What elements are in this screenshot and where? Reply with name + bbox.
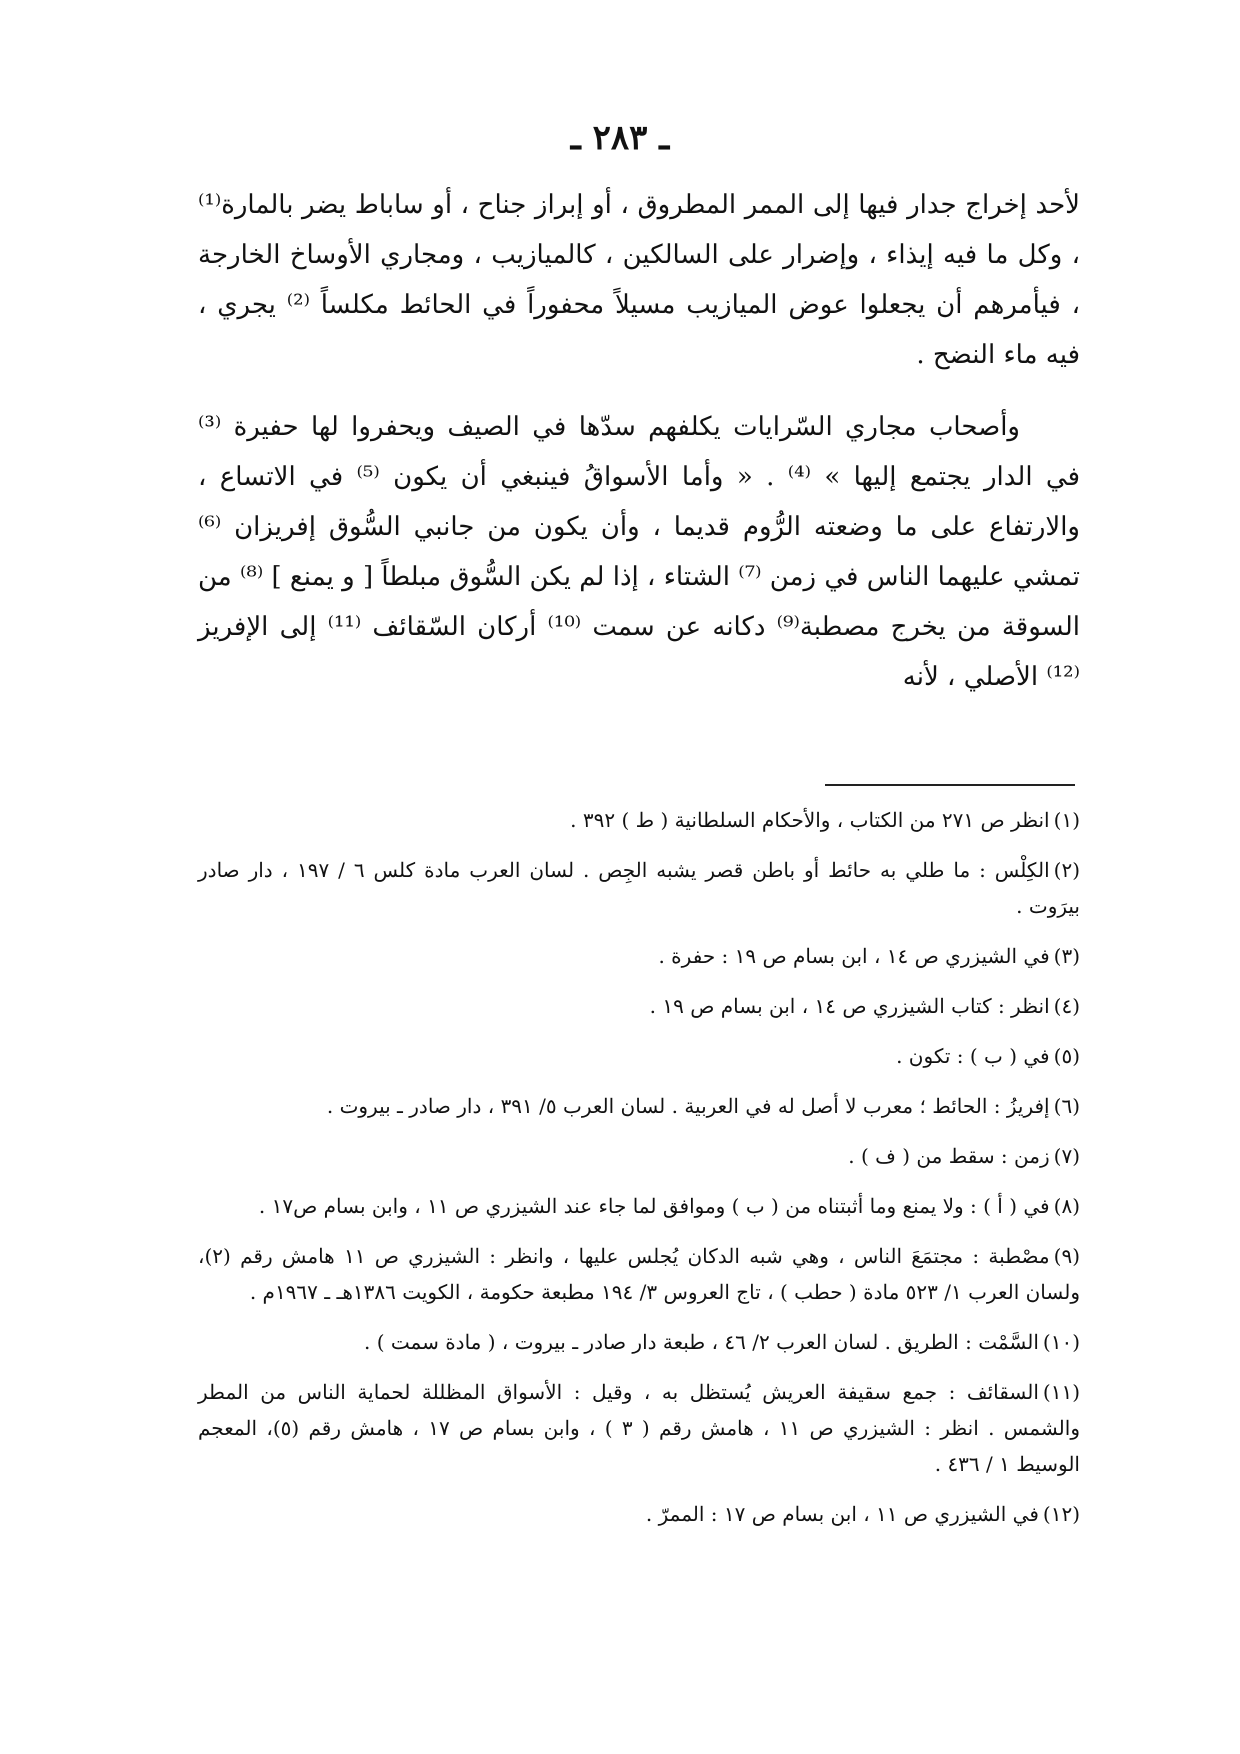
footnote-text: في ( ب ) : تكون . xyxy=(896,1044,1050,1068)
page-number: ـ ٢٨٣ ـ xyxy=(570,118,670,158)
paragraph: لأحد إخراج جدار فيها إلى الممر المطروق ، أو إبراز جناح ، أو ساباط يضر بالمارة⁽¹⁾ ، وكل ما فيه إيذاء ، وإضرار على السالكين ، كالميازيب ، ومجاري الأوساخ الخارجة ، فيأمرهم أن يجعلوا عوض الميازيب مسيلاً محفوراً في الحائط مكلساً ⁽²⁾ يجري ، فيه ماء النضح . xyxy=(198,190,1080,370)
footnote-number: (١٠) xyxy=(1042,1330,1080,1354)
footnote-text: انظر : كتاب الشيزري ص ١٤ ، ابن بسام ص ١٩ . xyxy=(649,994,1050,1018)
footnote-text: الكِلْس : ما طلي به حائط أو باطن قصر يشبه الجِص . لسان العرب مادة كلس ٦ / ١٩٧ ، دار صادر بيرَوت . xyxy=(198,858,1080,918)
footnote xyxy=(198,988,1080,1024)
footnote xyxy=(198,1088,1080,1124)
footnote-text: السَّمْت : الطريق . لسان العرب ٢/ ٤٦ ، طبعة دار صادر ـ بيروت ، ( مادة سمت ) . xyxy=(364,1330,1039,1354)
footnote-divider xyxy=(825,784,1075,786)
footnote xyxy=(198,1238,1080,1310)
footnote-number: (٢) xyxy=(1053,858,1081,882)
footnote xyxy=(198,1038,1080,1074)
footnote-text: انظر ص ٢٧١ من الكتاب ، والأحكام السلطانية ( ط ) ٣٩٢ . xyxy=(570,808,1050,832)
footnote-number: (٧) xyxy=(1053,1144,1080,1168)
footnote xyxy=(198,852,1080,924)
footnote-text: السقائف : جمع سقيفة العريش يُستظل به ، وقيل : الأسواق المظللة لحماية الناس من المطر والشمس . انظر : الشيزري ص ١١ ، هامش رقم ( ٣ ) ، وابن بسام ص ١٧ ، هامش رقم (٥)، المعجم الوسيط ١ / ٤٣٦ . xyxy=(198,1380,1080,1476)
footnote-number: (٣) xyxy=(1053,944,1080,968)
footnote-text: في ( أ ) : ولا يمنع وما أثبتناه من ( ب ) وموافق لما جاء عند الشيزري ص ١١ ، وابن بسام ص١٧ . xyxy=(258,1194,1050,1218)
footnote-text: في الشيزري ص ١١ ، ابن بسام ص ١٧ : الممرّ . xyxy=(645,1502,1039,1526)
footnote-number: (٨) xyxy=(1053,1194,1080,1218)
main-text xyxy=(198,180,1080,702)
footnote xyxy=(198,1138,1080,1174)
footnote xyxy=(198,938,1080,974)
footnote-number: (١) xyxy=(1053,808,1080,832)
footnote-number: (٩) xyxy=(1053,1244,1080,1268)
paragraph: وأصحاب مجاري السّرايات يكلفهم سدّها في الصيف ويحفروا لها حفيرة ⁽³⁾ في الدار يجتمع إليها » ⁽⁴⁾ . « وأما الأسواقُ فينبغي أن يكون ⁽⁵⁾ في الاتساع ، والارتفاع على ما وضعته الرُّوم قديما ، وأن يكون من جانبي السُّوق إفريزان ⁽⁶⁾ تمشي عليهما الناس في زمن ⁽⁷⁾ الشتاء ، إذا لم يكن السُّوق مبلطاً [ و يمنع ] ⁽⁸⁾ من السوقة من يخرج مصطبة⁽⁹⁾ دكانه عن سمت ⁽¹⁰⁾ أركان السّقائف ⁽¹¹⁾ إلى الإفريز ⁽¹²⁾ الأصلي ، لأنه xyxy=(198,412,1081,692)
footnote-number: (١١) xyxy=(1042,1380,1080,1404)
footnote xyxy=(198,802,1080,838)
footnote-number: (٦) xyxy=(1053,1094,1080,1118)
footnotes xyxy=(198,802,1080,1546)
footnote xyxy=(198,1324,1080,1360)
footnote-text: إفريزُ : الحائط ؛ معرب لا أصل له في العربية . لسان العرب ٥/ ٣٩١ ، دار صادر ـ بيروت . xyxy=(326,1094,1050,1118)
footnote xyxy=(198,1188,1080,1224)
footnote-text: في الشيزري ص ١٤ ، ابن بسام ص ١٩ : حفرة . xyxy=(658,944,1050,968)
footnote-number: (٥) xyxy=(1053,1044,1080,1068)
footnote xyxy=(198,1374,1080,1482)
footnote-text: زمن : سقط من ( ف ) . xyxy=(848,1144,1050,1168)
footnote-number: (١٢) xyxy=(1042,1502,1080,1526)
footnote-text: مصْطبة : مجتمَعَ الناس ، وهي شبه الدكان يُجلس عليها ، وانظر : الشيزري ص ١١ هامش رقم (٢)، ولسان العرب ١/ ٥٢٣ مادة ( حطب ) ، تاج العروس ٣/ ١٩٤ مطبعة حكومة ، الكويت ١٣٨٦هـ ـ ١٩٦٧م . xyxy=(198,1244,1080,1304)
footnote-number: (٤) xyxy=(1053,994,1080,1018)
footnote xyxy=(198,1496,1080,1532)
